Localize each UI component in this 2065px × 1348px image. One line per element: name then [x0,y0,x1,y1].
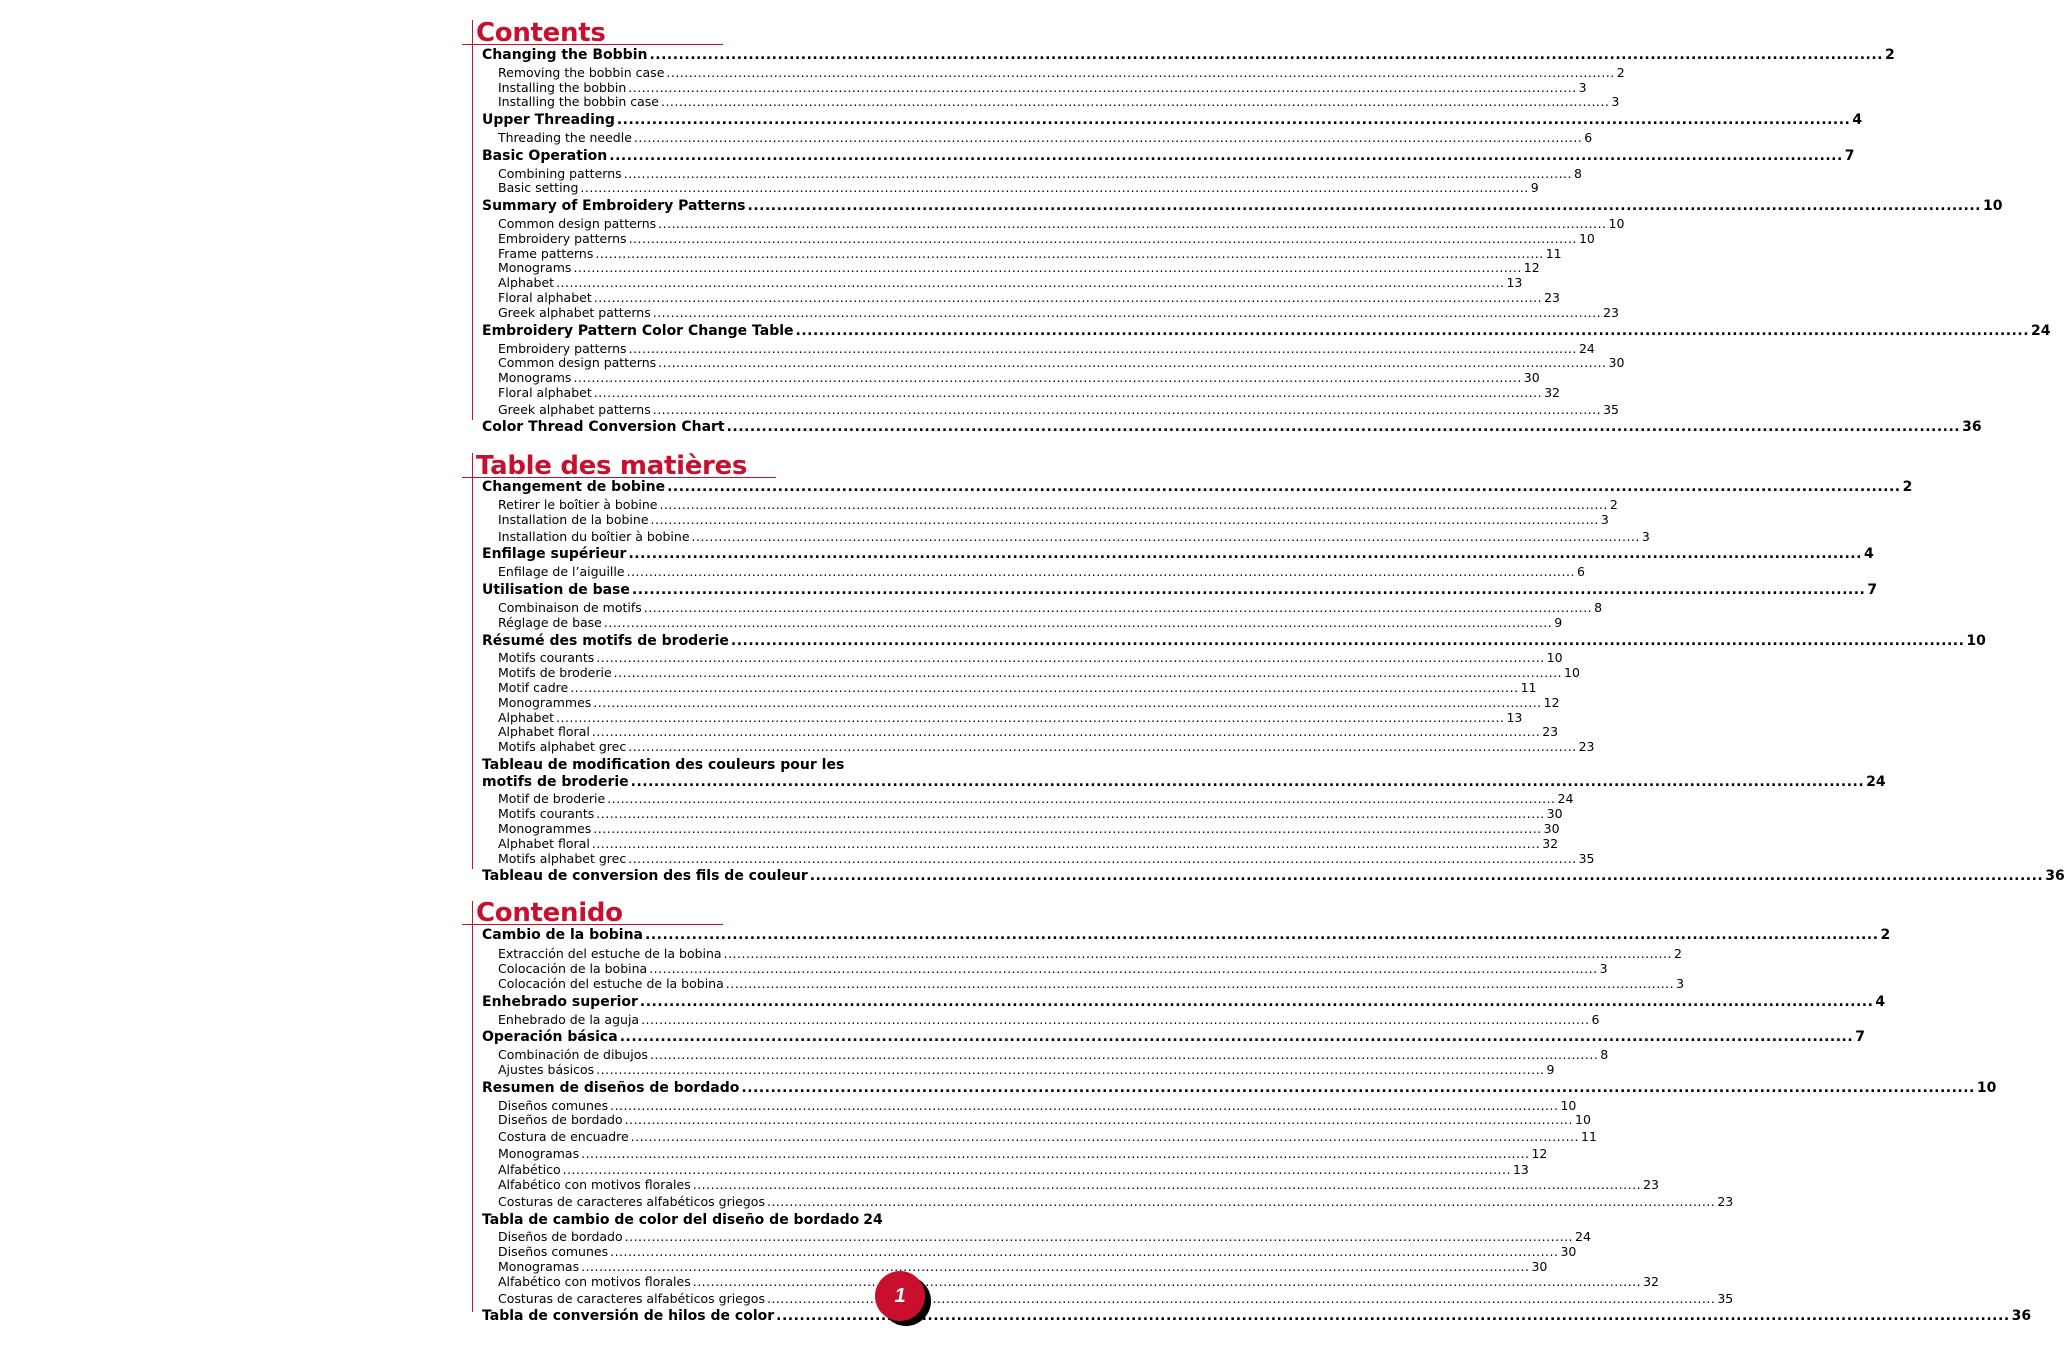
toc-entry[interactable]: Changement de bobine ..... 2 [482,479,859,496]
toc-subentry[interactable]: Motifs courants ..... 10 [498,650,859,665]
toc-entry[interactable]: Summary of Embroidery Patterns ..... 10 [482,198,859,215]
toc-subentry[interactable]: Basic setting ..... 9 [498,180,828,195]
toc-subentry[interactable]: Alphabet ..... 13 [498,275,859,290]
toc-subentry[interactable]: Alphabet floral ..... 32 [498,836,859,851]
toc-subentry[interactable]: Monogrammes ..... 30 [498,821,859,836]
toc-subentry[interactable]: Installation du boîtier à bobine ..... 3 [498,529,828,544]
toc-subentry[interactable]: Alfabético ..... 13 [498,1162,859,1177]
toc-subentry[interactable]: Monograms ..... 12 [498,260,859,275]
toc-entry[interactable]: Operación básica ..... 7 [482,1029,859,1046]
toc-subentry[interactable]: Installing the bobbin ..... 3 [498,80,828,95]
toc-subentry[interactable]: Frame patterns ..... 11 [498,246,859,261]
toc-entry[interactable]: Tabla de conversión de hilos de color ..... 36 [482,1308,859,1325]
toc-subentry[interactable]: Removing the bobbin case ..... 2 [498,65,828,80]
toc-subentry[interactable]: Enfilage de l’aiguille ..... 6 [498,564,828,579]
toc-subentry[interactable]: Retirer le boîtier à bobine ..... 2 [498,497,828,512]
page-number-badge [875,1271,925,1321]
toc-subentry[interactable]: Monogramas ..... 12 [498,1146,859,1161]
toc-subentry[interactable]: Alfabético con motivos florales ..... 23 [498,1177,859,1192]
toc-entry[interactable]: Resumen de diseños de bordado ..... 10 [482,1080,859,1097]
toc-subentry[interactable]: Motifs alphabet grec ..... 35 [498,851,859,866]
toc-entry[interactable]: motifs de broderie ..... 24 [482,774,859,791]
toc-subentry[interactable]: Costura de encuadre ..... 11 [498,1129,859,1144]
toc-subentry[interactable]: Motif de broderie ..... 24 [498,791,859,806]
tdm-rule-vertical [472,453,473,869]
toc-subentry[interactable]: Embroidery patterns ..... 10 [498,231,859,246]
contenido-title: Contenido [476,898,623,928]
toc-entry[interactable]: Embroidery Pattern Color Change Table ..... 24 [482,323,859,340]
toc-subentry[interactable]: Monogrammes ..... 12 [498,695,859,710]
toc-subentry[interactable]: Motifs alphabet grec ..... 23 [498,739,859,754]
toc-entry[interactable]: Utilisation de base ..... 7 [482,582,859,599]
toc-entry[interactable]: Résumé des motifs de broderie ..... 10 [482,633,859,650]
toc-subentry[interactable]: Floral alphabet ..... 32 [498,385,859,400]
toc-entry[interactable]: Enfilage supérieur ..... 4 [482,546,859,563]
toc-subentry[interactable]: Embroidery patterns ..... 24 [498,341,859,356]
toc-subentry[interactable]: Installing the bobbin case ..... 3 [498,94,828,109]
toc-subentry[interactable]: Combinación de dibujos ..... 8 [498,1047,828,1062]
toc-subentry[interactable]: Combinaison de motifs ..... 8 [498,600,828,615]
toc-entry[interactable]: Color Thread Conversion Chart ..... 36 [482,419,859,436]
toc-subentry[interactable]: Diseños comunes ..... 30 [498,1244,859,1259]
toc-subentry[interactable]: Alphabet ..... 13 [498,710,859,725]
toc-subentry[interactable]: Costuras de caracteres alfabéticos griegos ..... 35 [498,1291,859,1306]
toc-subentry[interactable]: Colocación del estuche de la bobina ..... 3 [498,976,828,991]
toc-subentry[interactable]: Réglage de base ..... 9 [498,615,828,630]
toc-subentry[interactable]: Costuras de caracteres alfabéticos griegos ..... 23 [498,1194,859,1209]
contents-title: Contents [476,18,606,48]
toc-subentry[interactable]: Diseños comunes ..... 10 [498,1098,859,1113]
contenido-rule-vertical [472,901,473,1312]
tdm-title: Table des matières [476,451,748,481]
toc-entry[interactable]: Tableau de conversion des fils de couleur ..... 36 [482,868,859,885]
toc-entry[interactable]: Enhebrado superior ..... 4 [482,994,859,1011]
toc-subentry[interactable]: Greek alphabet patterns ..... 23 [498,305,859,320]
toc-entry[interactable]: Tabla de cambio de color del diseño de bordado 24 [482,1212,883,1228]
toc-subentry[interactable]: Common design patterns ..... 30 [498,355,859,370]
toc-subentry[interactable]: Greek alphabet patterns ..... 35 [498,402,859,417]
toc-subentry[interactable]: Installation de la bobine ..... 3 [498,512,828,527]
toc-subentry[interactable]: Floral alphabet ..... 23 [498,290,859,305]
toc-subentry[interactable]: Motifs courants ..... 30 [498,806,859,821]
toc-subentry[interactable]: Diseños de bordado ..... 24 [498,1229,859,1244]
toc-entry[interactable]: Upper Threading ..... 4 [482,112,859,129]
toc-subentry[interactable]: Extracción del estuche de la bobina ..... 2 [498,946,828,961]
toc-entry-line1[interactable]: Tableau de modification des couleurs pour les [482,757,845,773]
toc-entry[interactable]: Cambio de la bobina ..... 2 [482,927,859,944]
toc-entry[interactable]: Basic Operation ..... 7 [482,148,859,165]
toc-subentry[interactable]: Monogramas ..... 30 [498,1259,859,1274]
toc-subentry[interactable]: Alfabético con motivos florales ..... 32 [498,1274,859,1289]
toc-subentry[interactable]: Combining patterns ..... 8 [498,166,828,181]
toc-subentry[interactable]: Motifs de broderie ..... 10 [498,665,859,680]
toc-subentry[interactable]: Threading the needle ..... 6 [498,130,828,145]
page-number: 1 [875,1271,925,1321]
contents-rule-vertical [472,20,473,420]
toc-subentry[interactable]: Colocación de la bobina ..... 3 [498,961,828,976]
toc-subentry[interactable]: Alphabet floral ..... 23 [498,724,859,739]
toc-subentry[interactable]: Diseños de bordado ..... 10 [498,1112,859,1127]
toc-subentry[interactable]: Enhebrado de la aguja ..... 6 [498,1012,828,1027]
toc-subentry[interactable]: Common design patterns ..... 10 [498,216,859,231]
toc-subentry[interactable]: Monograms ..... 30 [498,370,859,385]
toc-subentry[interactable]: Motif cadre ..... 11 [498,680,859,695]
toc-entry[interactable]: Changing the Bobbin ..... 2 [482,47,859,64]
toc-subentry[interactable]: Ajustes básicos ..... 9 [498,1062,828,1077]
